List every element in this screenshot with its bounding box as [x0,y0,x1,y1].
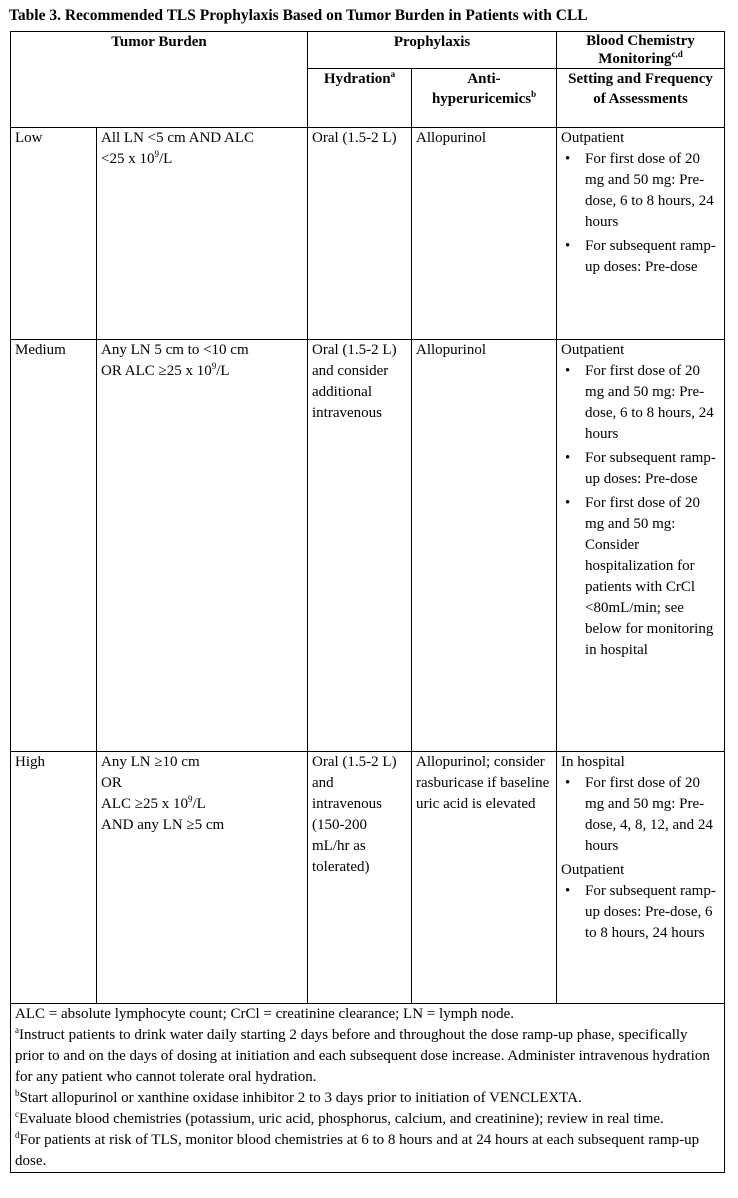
antihyper-high: Allopurinol; consider rasburicase if baseline uric acid is elevated [412,752,557,1004]
monitoring-high [557,752,725,1004]
table-row-high [11,752,725,1004]
list-item: • For subsequent ramp-up doses: Pre-dose [561,448,720,490]
hydration-low: Oral (1.5-2 L) [308,128,412,340]
header-antihyperuricemics-label: Anti-hyperuricemics [431,71,532,107]
hydration-high: Oral (1.5-2 L) and intravenous (150-200 mL/hr as tolerated) [308,752,412,1004]
header-antihyperuricemics [412,69,557,128]
header-antihyperuricemics-footnote-mark: b [531,89,537,99]
tumor-level-medium: Medium [11,340,97,752]
footnotes [11,1004,725,1173]
footnote-d-mark: d [15,1130,20,1140]
table-caption: Table 3. Recommended TLS Prophylaxis Based on Tumor Burden in Patients with CLL [9,7,588,24]
antihyper-low: Allopurinol [412,128,557,340]
header-tumor-burden: Tumor Burden [11,32,308,128]
monitoring-low [557,128,725,340]
criteria-low-exponent: 9 [154,149,159,159]
list-item: • For first dose of 20 mg and 50 mg: Pre-dose, 6 to 8 hours, 24 hours [561,149,720,233]
footnote-b-mark: b [15,1088,20,1098]
setting-label-medium: Outpatient [561,342,625,358]
criteria-high-line1: Any LN ≥10 cm [101,754,200,770]
bullet-list-medium [561,361,720,661]
footnote-row [11,1004,725,1173]
bullet-list-high-outpatient [561,881,720,944]
header-hydration-footnote-mark: a [390,69,396,79]
header-blood-chemistry [557,32,725,69]
antihyper-medium: Allopurinol [412,340,557,752]
footnote-b-text: Start allopurinol or xanthine oxidase inhibitor 2 to 3 days prior to initiation of VENCLEXTA. [19,1090,582,1106]
criteria-medium-line1: Any LN 5 cm to <10 cm [101,342,249,358]
footnote-a [15,1025,720,1088]
tls-prophylaxis-table [10,31,725,1173]
criteria-medium [97,340,308,752]
header-blood-chemistry-footnote-mark: c,d [671,49,683,59]
footnote-abbreviations: ALC = absolute lymphocyte count; CrCl = creatinine clearance; LN = lymph node. [15,1006,514,1022]
footnote-a-mark: a [15,1025,19,1035]
hydration-medium: Oral (1.5-2 L) and consider additional intravenous [308,340,412,752]
criteria-low-unit: /L [158,151,173,167]
criteria-medium-exponent: 9 [211,361,217,371]
footnote-b [15,1088,720,1109]
header-prophylaxis: Prophylaxis [308,32,557,69]
criteria-low-line2: <25 x 10 [101,151,155,167]
criteria-high [97,752,308,1004]
list-item: • For first dose of 20 mg and 50 mg: Pre-dose, 4, 8, 12, and 24 hours [561,773,720,857]
criteria-high-line3: ALC ≥25 x 10 [101,796,188,812]
footnote-c-text: Evaluate blood chemistries (potassium, uric acid, phosphorus, calcium, and creatinine); review in real time. [19,1111,664,1127]
tumor-level-low: Low [11,128,97,340]
footnote-c-mark: c [15,1109,19,1119]
criteria-high-line4: AND any LN ≥5 cm [101,817,225,833]
footnote-d [15,1130,720,1172]
criteria-medium-unit: /L [216,363,230,379]
header-blood-chemistry-label: Blood Chemistry Monitoring [586,33,695,67]
footnote-c [15,1109,720,1130]
tumor-level-high: High [11,752,97,1004]
header-hydration-label: Hydration [323,71,391,87]
criteria-medium-line2: OR ALC ≥25 x 10 [101,363,212,379]
header-hydration [308,69,412,128]
header-setting-frequency: Setting and Frequency of Assessments [557,69,725,128]
criteria-high-unit: /L [192,796,206,812]
footnote-d-text: For patients at risk of TLS, monitor blood chemistries at 6 to 8 hours and at 24 hours at each subsequent ramp-up dose. [15,1132,700,1169]
bullet-list-high-hospital [561,773,720,857]
list-item: • For subsequent ramp-up doses: Pre-dose, 6 to 8 hours, 24 hours [561,881,720,944]
table-row-low [11,128,725,340]
list-item: • For first dose of 20 mg and 50 mg: Pre-dose, 6 to 8 hours, 24 hours [561,361,720,445]
setting-label-high-hospital: In hospital [561,754,625,770]
header-row-top [11,32,725,69]
footnote-a-text: Instruct patients to drink water daily starting 2 days before and throughout the dose ramp-up phase, specifically prior to and on the days of dosing at initiation and each subsequent dose increase. Administer intravenous hydration for any patient who cannot tolerate oral hydration. [15,1027,710,1085]
bullet-list-low [561,149,720,278]
criteria-high-line2: OR [101,775,122,791]
criteria-high-exponent: 9 [187,794,193,804]
list-item: • For first dose of 20 mg and 50 mg: Consider hospitalization for patients with CrCl <80mL/min; see below for monitoring in hospital [561,493,720,661]
setting-label-low: Outpatient [561,130,625,146]
setting-label-high-outpatient: Outpatient [561,862,625,878]
list-item: • For subsequent ramp-up doses: Pre-dose [561,236,720,278]
criteria-low-line1: All LN <5 cm AND ALC [101,130,255,146]
table-row-medium [11,340,725,752]
monitoring-medium [557,340,725,752]
criteria-low [97,128,308,340]
